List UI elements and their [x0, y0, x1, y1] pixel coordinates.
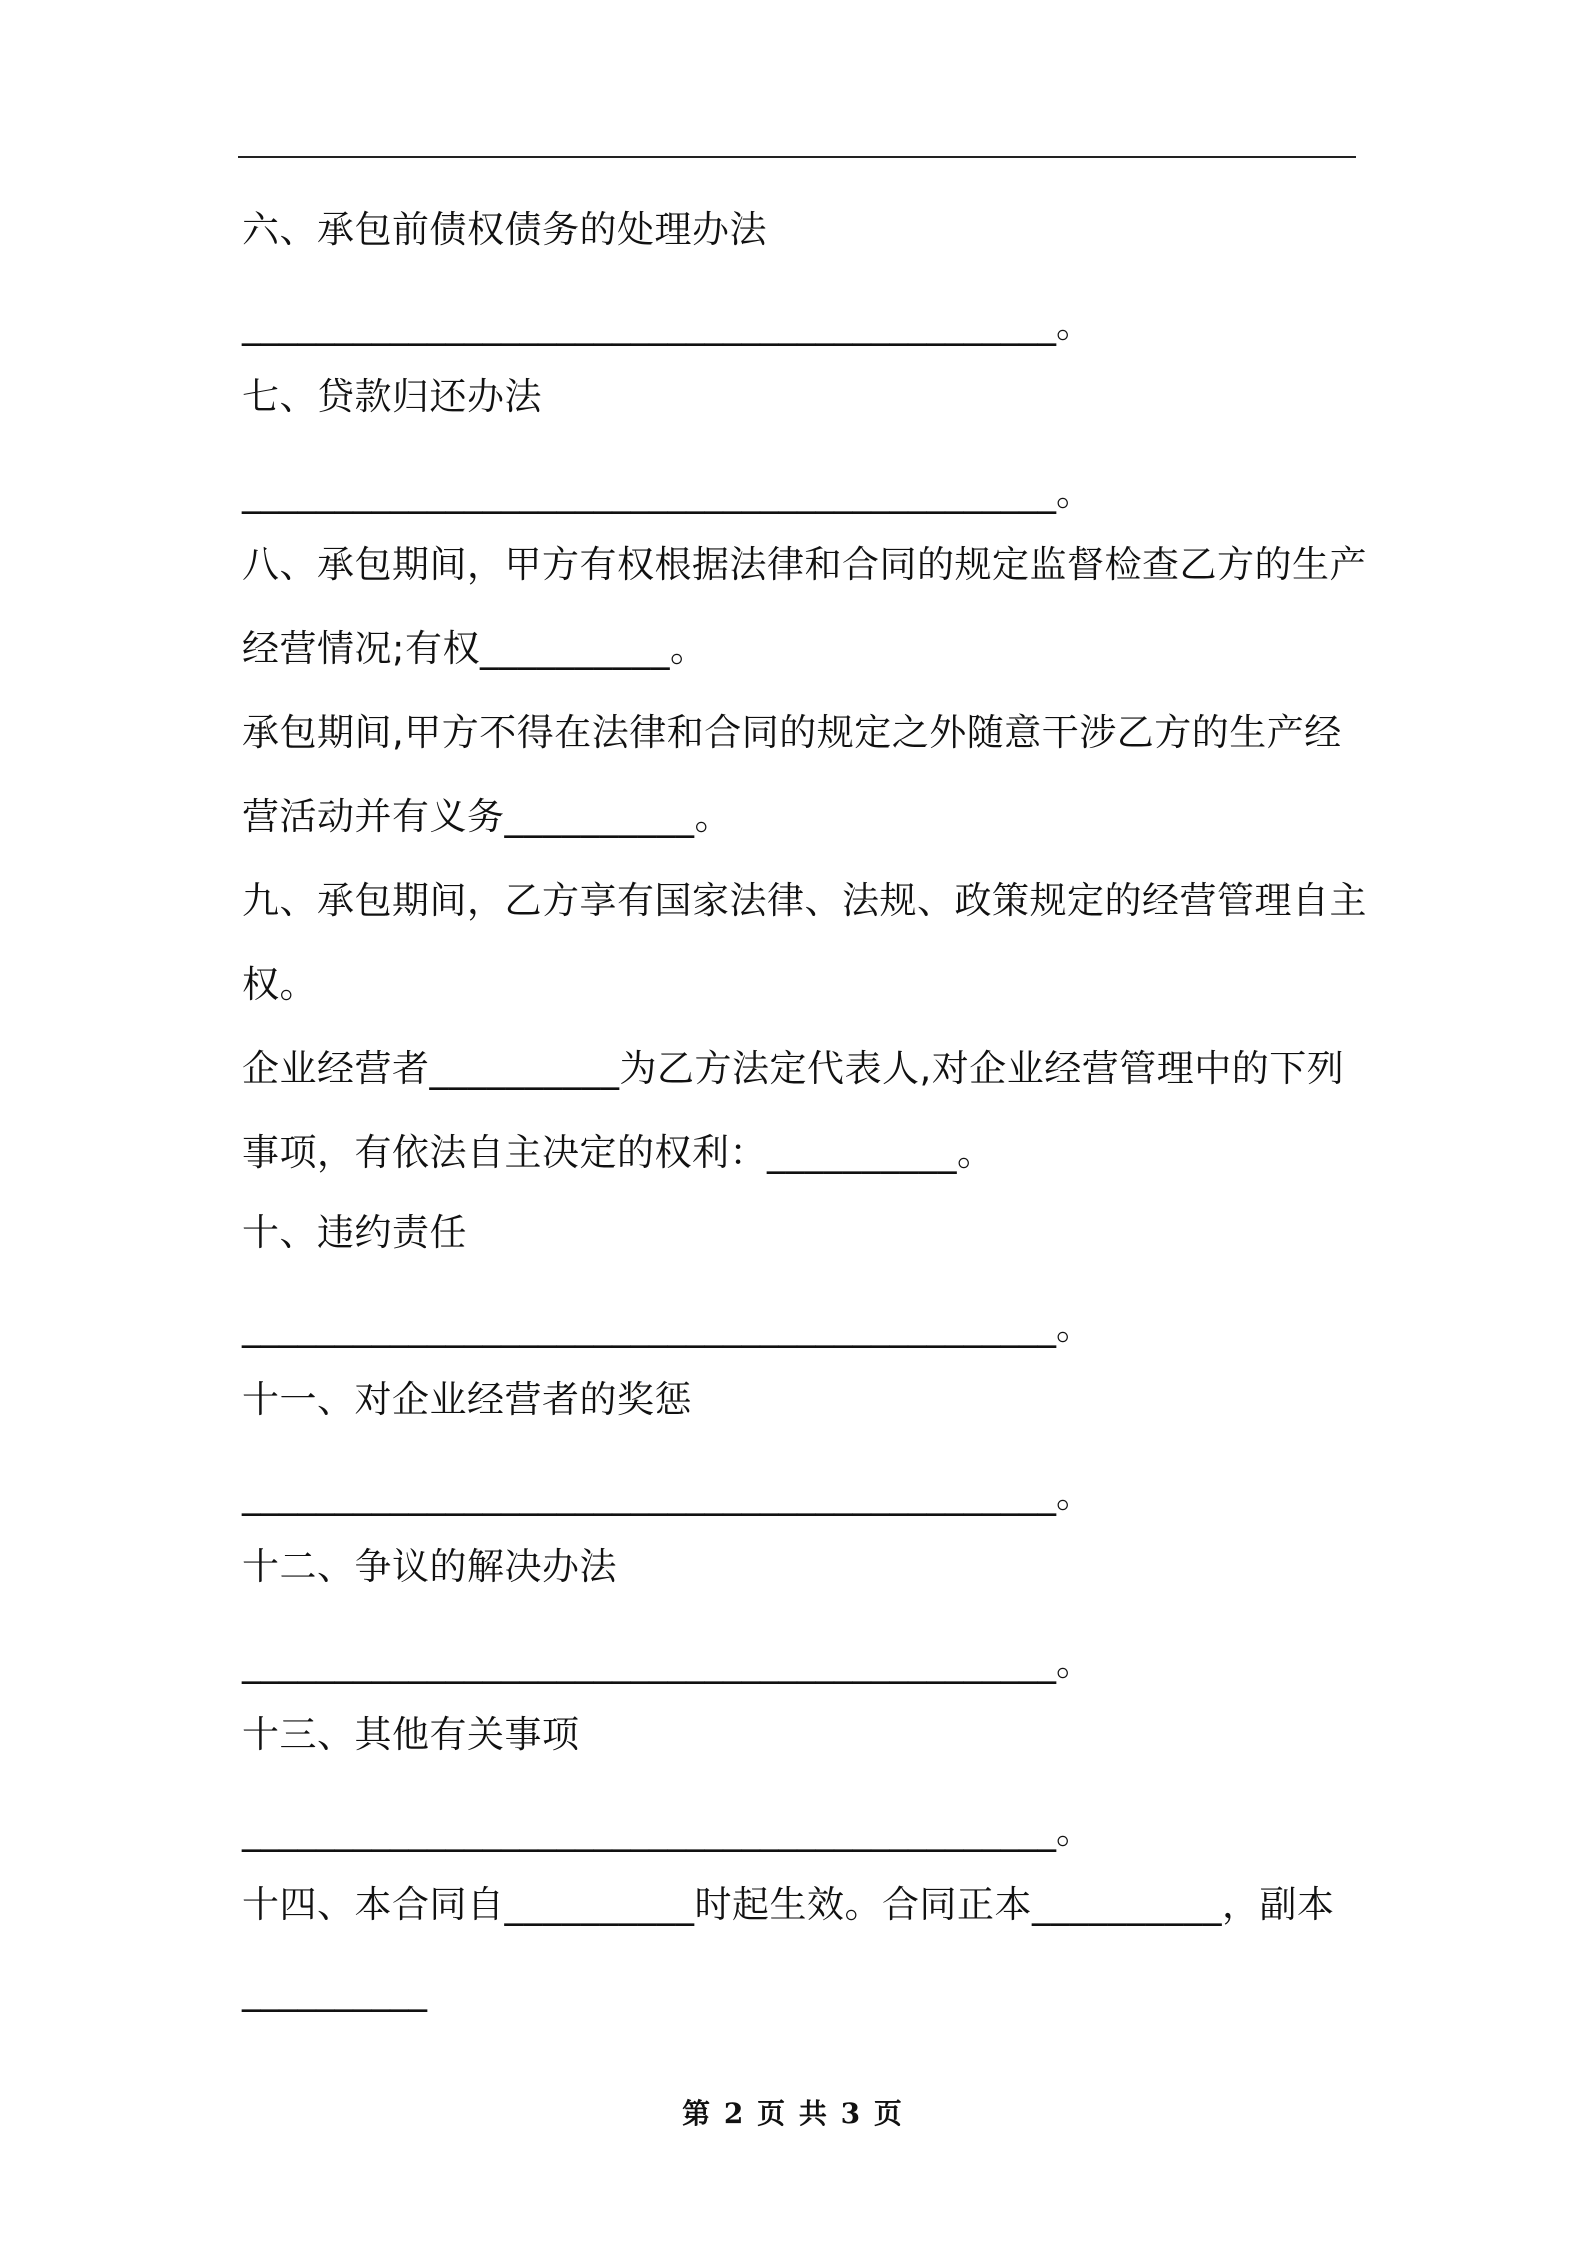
section-13-heading: 十三、其他有关事项: [242, 1713, 580, 1756]
section-9-line-2: 权。: [242, 963, 317, 1006]
section-8-line-1: 八、承包期间，甲方有权根据法律和合同的规定监督检查乙方的生产: [242, 543, 1367, 586]
page-number: 第 2 页 共 3 页: [682, 2097, 904, 2130]
section-8-line-2: 经营情况;有权__________。: [242, 627, 708, 670]
section-9-para-2-line-2: 事项，有依法自主决定的权利：__________。: [242, 1131, 995, 1174]
section-11-heading: 十一、对企业经营者的奖惩: [242, 1378, 692, 1421]
section-12-heading: 十二、争议的解决办法: [242, 1545, 617, 1588]
section-13-blank: ____________________________________________。: [242, 1809, 1093, 1852]
section-8-para-2-line-1: 承包期间,甲方不得在法律和合同的规定之外随意干涉乙方的生产经: [242, 711, 1342, 754]
section-9-line-1: 九、承包期间，乙方享有国家法律、法规、政策规定的经营管理自主: [242, 879, 1367, 922]
section-11-blank: ____________________________________________。: [242, 1473, 1093, 1516]
section-7-blank: ____________________________________________。: [242, 471, 1093, 514]
section-14-line-1: 十四、本合同自__________时起生效。合同正本__________，副本: [242, 1883, 1335, 1926]
section-14-line-2: __________: [242, 1969, 427, 2012]
section-6-blank: ____________________________________________。: [242, 303, 1093, 346]
section-6-heading: 六、承包前债权债务的处理办法: [242, 208, 767, 251]
section-7-heading: 七、贷款归还办法: [242, 375, 542, 418]
header-rule: [238, 156, 1356, 158]
section-10-blank: ____________________________________________。: [242, 1305, 1093, 1348]
section-12-blank: ____________________________________________。: [242, 1641, 1093, 1684]
section-9-para-2-line-1: 企业经营者__________为乙方法定代表人,对企业经营管理中的下列: [242, 1047, 1345, 1090]
section-8-para-2-line-2: 营活动并有义务__________。: [242, 795, 732, 838]
section-10-heading: 十、违约责任: [242, 1211, 467, 1254]
